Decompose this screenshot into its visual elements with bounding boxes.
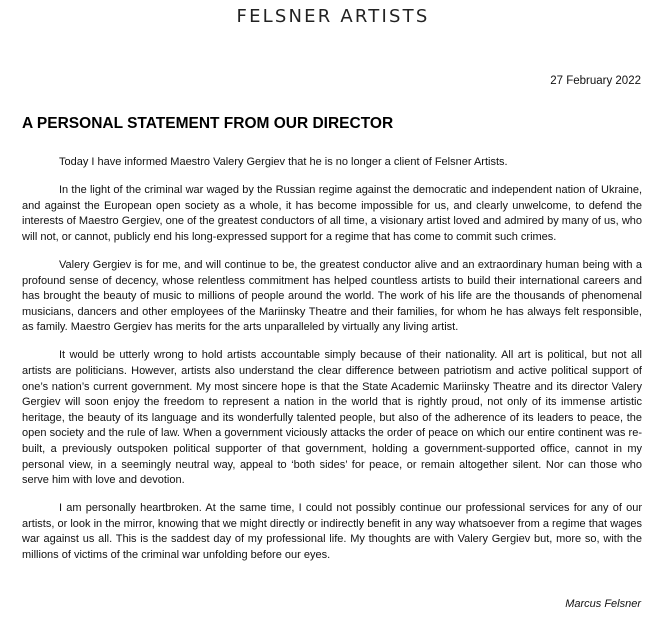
signature: Marcus Felsner	[565, 598, 641, 610]
statement-body	[22, 155, 642, 576]
brand-logo-text: FELSNER ARTISTS	[236, 6, 430, 27]
paragraph-2: In the light of the criminal war waged by the Russian regime against the democratic and independent nation of Ukraine, and against the European open society as a whole, it has become impossible for us, and clearly unwelcome, to defend the interests of Maestro Gergiev, one of the greatest conductors of all time, a visionary artist loved and admired by many of us, who will not, or cannot, publicly end his long-expressed support for a regime that has come to commit such crimes.	[22, 184, 642, 243]
paragraph-3: Valery Gergiev is for me, and will continue to be, the greatest conductor alive and an extraordinary human being with a profound sense of decency, whose relentless commitment has helped countless artists to build their international careers and has brought the beauty of music to millions of people around the world. The work of his life are the thousands of phenomenal musicians, dancers and other employees of the Mariinsky Theatre and their families, for whom he has always felt responsible, as family. Maestro Gergiev has merits for the arts unparalleled by virtually any living artist.	[22, 258, 642, 334]
statement-date: 27 February 2022	[550, 75, 641, 87]
statement-title: A PERSONAL STATEMENT FROM OUR DIRECTOR	[22, 115, 394, 132]
paragraph-4: It would be utterly wrong to hold artists accountable simply because of their nationality. All art is political, but not all artists are politicians. However, artists also understand the clear difference between patriotism and active political support of one’s nation’s current government. My most sincere hope is that the State Academic Mariinsky Theatre and its director Valery Gergiev will soon enjoy the freedom to represent a nation in the world that is rightly proud, not only of its immense artistic heritage, the beauty of its language and its wonderfully talented people, but also of the adherence of its leaders to peace, the open society and the rule of law. When a government viciously attacks the order of peace on which our entire continent was re-built, a previously outspoken political supporter of that government, holding a government-supported office, cannot in my personal view, in a seemingly neutral way, appeal to ‘both sides’ for peace, or remain altogether silent. Nor can those who serve him with love and devotion.	[22, 349, 642, 487]
paragraph-5: I am personally heartbroken. At the same time, I could not possibly continue our professional services for any of our artists, or look in the mirror, knowing that we might directly or indirectly benefit in any way whatsoever from a regime that wages war against us all. This is the saddest day of my professional life. My thoughts are with Valery Gergiev but, more so, with the millions of victims of the criminal war unfolding before our eyes.	[22, 502, 642, 562]
paragraph-1: Today I have informed Maestro Valery Gergiev that he is no longer a client of Felsner Artists.	[59, 156, 508, 168]
